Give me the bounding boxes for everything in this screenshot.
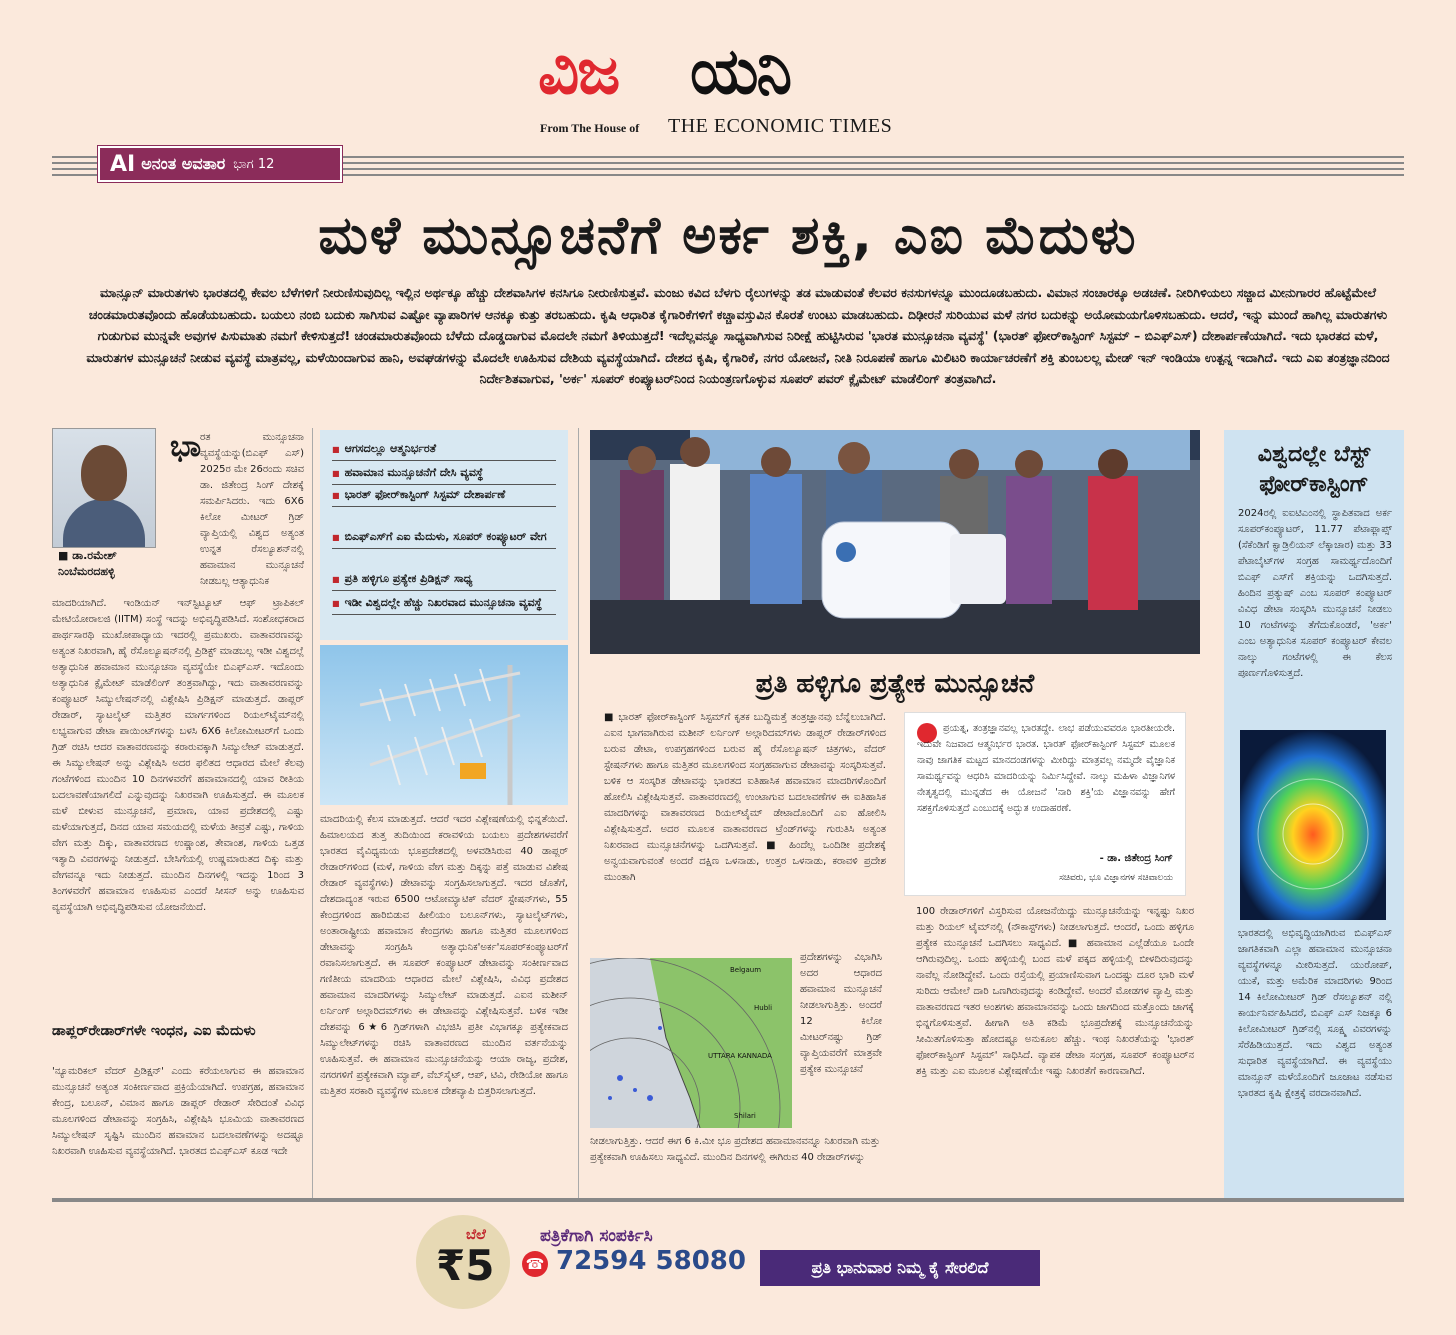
section-title: ಪ್ರತಿ ಹಳ್ಳಿಗೂ ಪ್ರತ್ಯೇಕ ಮುನ್ಸೂಚನೆ	[755, 669, 1035, 699]
col1-top-text: ರತ ಮುನ್ಸೂಚನಾ ವ್ಯವಸ್ಥೆಯನ್ನು(ಬಿಎಫ್ ಎಸ್) 2025ರ ಮೇ 26ರಂದು ಸಚಿವ ಡಾ. ಜಿತೇಂದ್ರ ಸಿಂಗ್ ದೇಶಕ್ಕೆ ಸಮರ್ಪಿಸಿದರು. ಇದು 6X6 ಕಿಲೋ ಮೀಟರ್ ಗ್ರಿಡ್ ವ್ಯಾಪ್ತಿಯಲ್ಲಿ ವಿಶ್ವದ ಅತ್ಯಂತ ಉನ್ನತ ರೆಸಲ್ಯೂಶನ್‌ನಲ್ಲಿ ಹವಾಮಾನ ಮುನ್ಸೂಚನೆ ನೀಡಬಲ್ಲ ಆತ್ಯಾಧುನಿಕ	[200, 432, 304, 587]
author-head-shape	[81, 445, 127, 501]
weekly-banner: ಪ್ರತಿ ಭಾನುವಾರ ನಿಮ್ಮ ಕೈ ಸೇರಲಿದೆ	[760, 1250, 1040, 1286]
highlight-item: ■ ಭಾರತ್ ಫೋರ್‌ಕಾಸ್ಟಿಂಗ್ ಸಿಸ್ಟಮ್ ದೇಶಾರ್ಪಣೆ	[332, 486, 556, 507]
intro-paragraph: ಮಾನ್ಸೂನ್ ಮಾರುತಗಳು ಭಾರತದಲ್ಲಿ ಕೇವಲ ಬೆಳೆಗಳಿಗೆ ನೀರುಣಿಸುವುದಿಲ್ಲ ಇಲ್ಲಿನ ಅರ್ಥಕ್ಕೂ ಹೆಚ್ಚು ದೇಶವಾಸಿಗಳ ಕನಸಿಗೂ ನೀರುಣಿಸುತ್ತವೆ. ಮಂಜು ಕವಿದ ಬೆಳಗು ರೈಲುಗಳನ್ನು ತಡ ಮಾಡುವಂತೆ ಕೆಲವರ ಕನಸುಗಳನ್ನೂ ಮುಂದೂಡಬಹುದು. ವಿಮಾನ ಸಂಚಾರಕ್ಕೂ ಅಡಚಣೆ. ನೀರಿಗಿಳಿಯಲು ಸಜ್ಜಾದ ಮೀನುಗಾರರ ಹೊಟ್ಟೆಮೇಲೆ ಚಂಡಮಾರುತವೊಂದು ಹೊಡೆಯಬಹುದು. ಬಯಲು ನಂಬಿ ಬದುಕು ಸಾಗಿಸುವ ಎಷ್ಟೋ ವ್ಯಾಪಾರಿಗಳ ಆನಕ್ಕೂ ಕುತ್ತು ತರಬಹುದು. ಕೃಷಿ ಆಧಾರಿತ ಕೈಗಾರಿಕೆಗಳಿಗೆ ಕಚ್ಚಾವಸ್ತುವಿನ ಕೊರತೆ ಉಂಟು ಮಾಡಬಹುದು. ದಿಢೀರನೆ ಸುರಿಯುವ ಮಳೆ ನಗರ ಬದುಕನ್ನು ಅಯೋಮಯಗೊಳಿಸಬಹುದು. ಆದರೆ, ಇನ್ನು ಮುಂದೆ ಹಾಗಿಲ್ಲ ಮಾರುತಗಳು ಗುಡುಗುವ ಮುನ್ನವೇ ಅವುಗಳ ಪಿಸುಮಾತು ನಮಗೆ ಕೇಳಿಸುತ್ತದೆ! ಚಂಡಮಾರುತವೊಂದು ಬೆಳೆದು ದೊಡ್ಡದಾಗುವ ಮೊದಲೇ ನಮಗೆ ತಿಳಿಯುತ್ತದೆ! ಇದೆಲ್ಲವನ್ನೂ ಸಾಧ್ಯವಾಗಿಸುವ ನಿರೀಕ್ಷೆ ಹುಟ್ಟಿಸಿರುವ 'ಭಾರತ ಮುನ್ಸೂಚನಾ ವ್ಯವಸ್ಥೆ' (ಭಾರತ್ ಫೋರ್‌ಕಾಸ್ಟಿಂಗ್ ಸಿಸ್ಟಮ್ – ಬಿಎಫ್‌ಎಸ್) ದೇಶಾರ್ಪಣೆಯಾಗಿದೆ. ಇದು ಭಾರತದ ಮಳೆ, ಮಾರುತಗಳ ಮುನ್ಸೂಚನೆ ನೀಡುವ ವ್ಯವಸ್ಥೆ ಮಾತ್ರವಲ್ಲ, ಮಳೆಯಿಂದಾಗುವ ಹಾನಿ, ಅವಘಡಗಳನ್ನು ಮೊದಲೇ ಊಹಿಸುವ ದೇಶಿಯ ವ್ಯವಸ್ಥೆಯಾಗಿದೆ. ದೇಶದ ಕೃಷಿ, ಕೈಗಾರಿಕೆ, ನಗರ ಯೋಜನೆ, ನೀತಿ ನಿರೂಪಣೆ ಹಾಗೂ ಮಿಲಿಟರಿ ಕಾರ್ಯಾಚರಣೆಗೆ ಶಕ್ತಿ ತುಂಬಲಲ್ಲ ಮೇಡ್ ಇನ್ ಇಂಡಿಯಾ ಉತ್ಪನ್ನ ಇದಾಗಿದೆ. ಇದು ಎಐ ತಂತ್ರಜ್ಞಾನದಿಂದ ನಿರ್ದೇಶಿತವಾಗುವ, 'ಅರ್ಕ' ಸೂಪರ್ ಕಂಪ್ಯೂಟರ್‌ನಿಂದ ನಿಯಂತ್ರಣಗೊಳ್ಳುವ ಸೂಪರ್ ಪವರ್ ಕ್ಲೈಮೇಟ್ ಮಾಡೆಲಿಂಗ್ ತಂತ್ರವಾಗಿದೆ.	[86, 285, 1390, 386]
author-photo	[52, 428, 156, 548]
footer-rule	[52, 1198, 1404, 1202]
sidebar-title: ವಿಶ್ವದಲ್ಲೇ ಬೆಸ್ಟ್ ಫೋರ್‌ಕಾಸ್ಟಿಂಗ್	[1257, 442, 1371, 497]
column-divider	[578, 428, 579, 1200]
radar-map	[590, 958, 792, 1128]
antenna-photo	[320, 645, 568, 805]
highlights-box	[320, 430, 568, 640]
contact-label: ಪತ್ರಿಕೆಗಾಗಿ ಸಂಪರ್ಕಿಸಿ	[540, 1226, 653, 1246]
col1-bottom-text: 'ನ್ಯೂಮರಿಕಲ್ ವೆದರ್ ಪ್ರಿಡಿಕ್ಷನ್' ಎಂದು ಕರೆಯಲಾಗುವ ಈ ಹವಾಮಾನ ಮುನ್ಸೂಚನೆ ಅತ್ಯಂತ ಸಂಕೀರ್ಣವಾದ ಪ್ರಕ್ರಿಯೆಯಾಗಿದೆ. ಉಪಗ್ರಹ, ಹವಾಮಾನ ಕೇಂದ್ರ, ಬಲೂನ್, ವಿಮಾನ ಹಾಗೂ ಡಾಪ್ಲರ್ ರೇಡಾರ್ ಸೇರಿದಂತೆ ವಿವಿಧ ಮೂಲಗಳಿಂದ ಡೇಟಾವನ್ನು ಸಂಗ್ರಹಿಸಿ, ವಿಶ್ಲೇಷಿಸಿ ಭೂಮಿಯ ವಾತಾವರಣದ ಸಿಮ್ಯುಲೇಷನ್ ಸೃಷ್ಟಿಸಿ ಮುಂದಿನ ಹವಾಮಾನ ಬದಲಾವಣೆಗಳನ್ನು ಅದಷ್ಟೂ ನಿಖರವಾಗಿ ಊಹಿಸುವ ವ್ಯವಸ್ಥೆಯಾಗಿದೆ. ಭಾರತದ ಬಿಎಫ್‌ಎಸ್ ಕೂಡ ಇದೇ	[52, 1066, 304, 1157]
map-label-shilari: Shilari	[734, 1112, 756, 1120]
sidebar-best-forecasting	[1224, 430, 1404, 1200]
event-illustration	[590, 430, 1200, 654]
minister-quote-box	[904, 712, 1186, 896]
from-house-text: From The House of	[540, 121, 640, 135]
column-divider	[312, 428, 313, 1200]
highlight-item: ■ ಬಿಎಫ್‌ಎಸ್‌ಗೆ ಎಐ ಮೆದುಳು, ಸೂಪರ್ ಕಂಪ್ಯೂಟರ್ ವೇಗ	[332, 528, 556, 549]
col1-subheading: ಡಾಪ್ಲರ್‌ರೇಡಾರ್‌ಗಳೇ ಇಂಧನ, ಎಐ ಮೆದುಳು	[52, 1023, 256, 1039]
map-side-text: ಪ್ರದೇಶಗಳನ್ನು ವಿಭಾಗಿಸಿ ಅದರ ಆಧಾರದ ಹವಾಮಾನ ಮುನ್ಸೂಚನೆ ನೀಡಲಾಗುತ್ತಿತ್ತು. ಅಂದರೆ 12 ಕಿಲೋ ಮೀಟರ್‌ನಷ್ಟು ಗ್ರಿಡ್ ವ್ಯಾಪ್ತಿಯವರೆಗೆ ಮಾತ್ರವೇ ಪ್ರತ್ಯೇಕ ಮುನ್ಸೂಚನೆ	[800, 952, 882, 1075]
series-ai-label: AI	[110, 151, 136, 177]
map-label-uttara-kannada: UTTARA KANNADA	[708, 1052, 772, 1060]
quote-designation: ಸಚಿವರು, ಭೂ ವಿಜ್ಞಾನಗಳ ಸಚಿವಾಲಯ	[1059, 873, 1173, 883]
launch-event-photo	[590, 430, 1200, 654]
series-tag	[98, 146, 342, 182]
map-bottom-text: ನೀಡಲಾಗುತ್ತಿತ್ತು. ಆದರೆ ಈಗ 6 ಕಿ.ಮೀ ಭೂ ಪ್ರದೇಶದ ಹವಾಮಾನವನ್ನೂ ನಿಖರವಾಗಿ ಮತ್ತು ಪ್ರತ್ಯೇಕವಾಗಿ ಊಹಿಸಲು ಸಾಧ್ಯವಿದೆ. ಮುಂದಿನ ದಿನಗಳಲ್ಲಿ ಈಗಿರುವ 40 ರೇಡಾರ್‌ಗಳನ್ನು	[590, 1136, 880, 1163]
logo-black-part: ಯನಿ	[690, 35, 791, 109]
price-value: ₹5	[436, 1241, 495, 1290]
highlight-item: ■ ಪ್ರತಿ ಹಳ್ಳಿಗೂ ಪ್ರತ್ಯೇಕ ಪ್ರಿಡಿಕ್ಷನ್ ಸಾಧ್ಯ	[332, 570, 556, 591]
cyclone-image	[1240, 730, 1386, 920]
series-name: ಅನಂತ ಅವತಾರ	[141, 154, 226, 173]
quote-text: ಪ್ರಯತ್ನ, ತಂತ್ರಜ್ಞಾನವಲ್ಲ ಭಾರತದ್ದೇ. ಲಾಭ ಪಡೆಯುವವರೂ ಭಾರತೀಯರೇ. ಇದುವೇ ನಿಜವಾದ ಆತ್ಮನಿರ್ಭರ ಭಾರತ. ಭಾರತ್ ಫೋರ್‌ಕಾಸ್ಟಿಂಗ್ ಸಿಸ್ಟಮ್ ಮೂಲಕ ನಾವು ಜಾಗತಿಕ ಮಟ್ಟದ ಮಾನದಂಡಗಳನ್ನು ಮೀರಿದ್ದು ಮಾತ್ರವಲ್ಲ ನಮ್ಮದೇ ವೈಜ್ಞಾನಿಕ ಸಾಮರ್ಥ್ಯವನ್ನು ಆಧರಿಸಿ ಮಾದರಿಯನ್ನು ನಿರ್ಮಿಸಿದ್ದೇವೆ. ನಾಲ್ಕು ಮಹಿಳಾ ವಿಜ್ಞಾನಿಗಳ ನೇತೃತ್ವದಲ್ಲಿ ಮುನ್ನಡೆದ ಈ ಯೋಜನೆ 'ನಾರಿ ಶಕ್ತಿ'ಯ ವಿಜ್ಞಾನವನ್ನು ಹೇಗೆ ಸಶಕ್ತಗೊಳಿಸುತ್ತದೆ ಎಂಬುದಕ್ಕೆ ಅದ್ಭುತ ಉದಾಹರಣೆ.	[917, 723, 1175, 814]
headline: ಮಳೆ ಮುನ್ಸೂಚನೆಗೆ ಅರ್ಕ ಶಕ್ತಿ, ಎಐ ಮೆದುಳು	[318, 206, 1138, 266]
phone-icon: ☎	[522, 1251, 548, 1277]
col1-main-text: ಮಾದರಿಯಾಗಿದೆ. ಇಂಡಿಯನ್ ಇನ್‌ಸ್ಟಿಟ್ಯೂಟ್ ಆಫ್ ಟ್ರಾಪಿಕಲ್ ಮೇಟಿಯೋರಾಲಜಿ (IITM) ಸಂಸ್ಥೆ ಇದನ್ನು ಅಭಿವೃದ್ಧಿಪಡಿಸಿದೆ. ಸಂಶೋಧಕರಾದ ಪಾರ್ಥಸಾರಥಿ ಮುಖೋಪಾಧ್ಯಾಯ ಇದರಲ್ಲಿ ಪ್ರಮುಖರು. ವಾತಾವರಣವನ್ನು ಅತ್ಯಂತ ನಿಖರವಾಗಿ, ಹೈ ರೆಸೊಲ್ಯೂಷನ್‌ನಲ್ಲಿ ಪ್ರಿಡಿಕ್ಟ್ ಮಾಡಬಲ್ಲ ಇಡೀ ವಿಶ್ವದಲ್ಲೆ ಅತ್ಯಾಧುನಿಕ ಹವಾಮಾನ ಮುನ್ಸೂಚನಾ ವ್ಯವಸ್ಥೆಯೇ ಬಿಎಫ್‌ಎಸ್. ಇದೊಂದು ಅತ್ಯಾಧುನಿಕ ಕ್ಲೈಮೇಟ್ ಮಾಡೆಲಿಂಗ್ ತಂತ್ರವಾಗಿದ್ದು, ಇದು ವಾತಾವರಣವನ್ನು ಕಂಪ್ಯೂಟರ್ ಸಿಮ್ಯುಲೇಷನ್‌ನಲ್ಲಿ ವಿಶ್ಲೇಷಿಸಿ ಪ್ರಿಡಿಕ್ಷನ್ ಮಾಡುತ್ತದೆ. ಡಾಪ್ಲರ್ ರೇಡಾರ್, ಸ್ಯಾಟಲೈಟ್ ಮತ್ತಿತರ ಮಾರ್ಗಗಳಿಂದ ರಿಯಲ್‌ಟೈಮ್‌ನಲ್ಲಿ ಲಭ್ಯವಾಗುವ ಡೇಟಾ ಪಾಯಿಂಟ್‌ಗಳನ್ನು ಬಳಸಿ 6X6 ಕಿಲೋಮೀಟರ್‌ಗೆ ಒಂದು ಗ್ರಿಡ್ ರಚಿಸಿ ಆದರ ವಾತಾವರಣವನ್ನು ಕರಾರುವಕ್ಕಾಗಿ ಸಿಮ್ಯುಲೇಟ್ ಮಾಡುತ್ತದೆ. ಈ ಸಿಮ್ಯುಲೇಷನ್ ಅನ್ನು ವಿಶ್ಲೇಷಿಸಿ ಅದರ ಫಲಿತದ ಆಧಾರದ ಮೇಲೆ ಕೆಲವು ಗಂಟೆಗಳಿಂದ ಮುಂದಿನ 10 ದಿನಗಳವರೆಗೆ ಹವಾಮಾನದಲ್ಲಿ ಯಾವ ರೀತಿಯ ಬದಲಾವಣೆಯಾಗಲಿದೆ ಎನ್ನುವುದನ್ನು ನಿಖರವಾಗಿ ಊಹಿಸುತ್ತದೆ. ಈ ಮೂಲಕ ಮಳೆ ಬೀಳುವ ಮುನ್ಸೂಚನೆ, ಪ್ರಮಾಣ, ಯಾವ ಪ್ರದೇಶದಲ್ಲಿ ಎಷ್ಟು ಮಳೆಯಾಗುತ್ತದೆ, ದಿನದ ಯಾವ ಸಮಯದಲ್ಲಿ ಮಳೆಯ ತೀವ್ರತೆ ಎಷ್ಟು, ಗಾಳಿಯ ವೇಗ ಮತ್ತು ದಿಕ್ಕು, ವಾತಾವರಣದ ಉಷ್ಣಾಂಶ, ತೇವಾಂಶ, ಗಾಳಿಯ ಒತ್ತಡ ಇತ್ಯಾದಿ ವಿವರಗಳನ್ನು ನೀಡುತ್ತದೆ. ಬೇಸಿಗೆಯಲ್ಲಿ ಉಷ್ಣಮಾರುತದ ದಿಕ್ಕು ಮತ್ತು ವೇಗವನ್ನೂ ಇದು ನೀಡುತ್ತದೆ. ಮುಂದಿನ ದಿನಗಳಲ್ಲಿ ಇದನ್ನು 1ರಿಂದ 3 ತಿಂಗಳವರೆಗೆ ಹವಾಮಾನ ಊಹಿಸುವ ಎಂದರೆ ಸೀಸನ್ ಅನ್ನು ಊಹಿಸುವ ವ್ಯವಸ್ಥೆಯಾಗಿ ಅಭಿವೃದ್ಧಿಪಡಿಸುವ ಯೋಜನೆಯಿದೆ.	[52, 598, 304, 913]
cyclone-illustration	[1240, 730, 1386, 920]
col2-text: ಮಾದರಿಯಲ್ಲಿ ಕೆಲಸ ಮಾಡುತ್ತದೆ. ಆದರೆ ಇದರ ವಿಶ್ಲೇಷಣೆಯಲ್ಲಿ ಭಿನ್ನತೆಯಿದೆ. ಹಿಮಾಲಯದ ತುತ್ತ ತುದಿಯಿಂದ ಕರಾವಳಿಯ ಬಯಲು ಪ್ರದೇಶಗಳವರೆಗೆ ಭಾರತದ ವೈವಿಧ್ಯಮಯ ಭೂಪ್ರದೇಶದಲ್ಲಿ ಅಳವಡಿಸಿರುವ 40 ಡಾಪ್ಲರ್ ರೇಡಾರ್‌ಗಳಿಂದ (ಮಳೆ, ಗಾಳಿಯ ವೇಗ ಮತ್ತು ದಿಕ್ಕನ್ನು ಪತ್ತೆ ಮಾಡುವ ವಿಶೇಷ ರೇಡಾರ್ ವ್ಯವಸ್ಥೆಗಳು) ಡೇಟಾವನ್ನು ಸಂಗ್ರಹಿಸಲಾಗುತ್ತದೆ. ಇದರ ಜೊತೆಗೆ, ದೇಶದಾದ್ಯಂತ ಇರುವ 6500 ಆಟೋಮ್ಯಾಟಿಕ್ ವೆದರ್ ಸ್ಟೇಷನ್‌ಗಳು, 55 ಕೇಂದ್ರಗಳಿಂದ ಹಾರಿಬಿಡುವ ಹೀಲಿಯಂ ಬಲೂನ್‌ಗಳು, ಸ್ಯಾಟಲೈಟ್‌ಗಳು, ಅಂತಾರಾಷ್ಟ್ರೀಯ ಹವಾಮಾನ ಕೇಂದ್ರಗಳು ಹಾಗೂ ಮತ್ತಿತರ ಮೂಲಗಳಿಂದ ಡೇಟಾವನ್ನು ಸಂಗ್ರಹಿಸಿ ಅತ್ಯಾಧುನಿಕ'ಅರ್ಕ'ಸೂಪರ್‌ಕಂಪ್ಯೂಟರ್‌ಗೆ ರವಾನಿಸಲಾಗುತ್ತದೆ. ಈ ಸೂಪರ್ ಕಂಪ್ಯೂಟರ್ ಡೇಟಾವನ್ನು ಸಂಕೀರ್ಣವಾದ ಗಣಿತೀಯ ಮಾದರಿಯ ಆಧಾರದ ಮೇಲೆ ವಿಶ್ಲೇಷಿಸಿ, ವಿವಿಧ ಪ್ರದೇಶದ ಹವಾಮಾನ ಮಾದರಿಗಳನ್ನು ಸಿಮ್ಯುಲೇಟ್ ಮಾಡುತ್ತದೆ. ಎಐನ ಮಶೀನ್ ಲರ್ನಿಂಗ್ ಅಲ್ಗಾರಿದಮ್‌ಗಳು ಈ ಡೇಟಾವನ್ನು ವಿಶ್ಲೇಷಿಸುತ್ತವೆ. ಬಳಿಕ ಇಡೀ ದೇಶವನ್ನು 6★6 ಗ್ರಿಡ್‌ಗಳಾಗಿ ವಿಭಜಿಸಿ ಪ್ರತೀ ವಿಭಾಗಕ್ಕೂ ಪ್ರತ್ಯೇಕವಾದ ಸಿಮ್ಯುಲೇಟ್‌ಗಳನ್ನು ರಚಿಸಿ ವಾತಾವರಣದ ಮುಂದಿನ ವರ್ತನೆಯನ್ನು ಊಹಿಸುತ್ತವೆ. ಈ ಹವಾಮಾನ ಮುನ್ಸೂಚನೆಯನ್ನು ಆಯಾ ರಾಜ್ಯ, ಪ್ರದೇಶ, ನಗರಗಳಿಗೆ ಪ್ರತ್ಯೇಕವಾಗಿ ಮ್ಯಾಪ್, ವೆಬ್‌ಸೈಟ್, ಆಪ್, ಟಿವಿ, ರೇಡಿಯೋ ಹಾಗೂ ಮತ್ತಿತರ ಸರಕಾರಿ ವ್ಯವಸ್ಥೆಗಳ ಮೂಲಕ ದೇಶವ್ಯಾಪಿ ಬಿತ್ತರಿಸಲಾಗುತ್ತದೆ.	[320, 814, 568, 1097]
author-name: ■ ಡಾ.ರಮೇಶ್ ನಿಂಬೆಮರದಹಳ್ಳಿ	[58, 549, 117, 578]
map-label-belgaum: Belgaum	[730, 966, 762, 974]
quote-author: - ಡಾ. ಜಿತೇಂದ್ರ ಸಿಂಗ್	[1099, 853, 1173, 864]
series-part: ಭಾಗ 12	[233, 156, 275, 172]
phone-number: 72594 58080	[556, 1246, 746, 1276]
map-label-hubli: Hubli	[754, 1004, 773, 1012]
radar-map-illustration	[590, 958, 792, 1128]
price-label: ಬೆಲೆ	[466, 1227, 486, 1243]
author-body-shape	[63, 499, 145, 548]
dropcap: ಭಾ	[170, 429, 202, 464]
highlight-item: ■ ಹವಾಮಾನ ಮುನ್ಸೂಚನೆಗೆ ದೇಸಿ ವ್ಯವಸ್ಥೆ	[332, 464, 556, 485]
antenna-illustration	[320, 645, 568, 805]
publisher-name: THE ECONOMIC TIMES	[668, 115, 893, 137]
price-badge	[416, 1215, 510, 1309]
sidebar-text-1: 2024ರಲ್ಲಿ ಐಐಟಿಎಂನಲ್ಲಿ ಸ್ಥಾಪಿತವಾದ ಅರ್ಕ ಸೂಪರ್‌ಕಂಪ್ಯೂಟರ್, 11.77 ಪೆಟಾಫ್ಲಾಪ್ಸ್ (ಸೆಕೆಂಡಿಗೆ ಕ್ವಾಡ್ರಿಲಿಯನ್ ಲೆಕ್ಕಾಚಾರ) ಮತ್ತು 33 ಪೆಟಾಬೈಟ್‌ಗಳ ಸಂಗ್ರಹ ಸಾಮರ್ಥ್ಯದೊಂದಿಗೆ ಬಿಎಫ್ ಎಸ್‌ಗೆ ಶಕ್ತಿಯನ್ನು ಒದಗಿಸುತ್ತದೆ. ಹಿಂದಿನ ಪ್ರತ್ಯುಷ್ ಎಂಬ ಸೂಪರ್ ಕಂಪ್ಯೂಟರ್ ವಿವಿಧ ಡೇಟಾ ಸಂಸ್ಕರಿಸಿ ಮುನ್ಸೂಚನೆ ನೀಡಲು 10 ಗಂಟೆಗಳನ್ನು ತೆಗೆದುಕೊಂಡರೆ, 'ಅರ್ಕ' ಎಂಬ ಅತ್ಯಾಧುನಿಕ ಸೂಪರ್ ಕಂಪ್ಯೂಟರ್ ಕೇವಲ ನಾಲ್ಕು ಗಂಟೆಗಳಲ್ಲಿ ಈ ಕೆಲಸ ಪೂರ್ಣಗೊಳಿಸುತ್ತದೆ.	[1238, 508, 1392, 679]
col4-text: 100 ರೇಡಾರ್‌ಗಳಿಗೆ ವಿಸ್ತರಿಸುವ ಯೋಜನೆಯಿದ್ದು ಮುನ್ಸೂಚನೆಯನ್ನು ಇನ್ನಷ್ಟು ನಿಖರ ಮತ್ತು ರಿಯಲ್ ಟೈಮ್‌ನಲ್ಲಿ (ನೌಕಾಸ್ಟ್‌ಗಳು) ನೀಡಲಾಗುತ್ತದೆ. ಆಂದರೆ, ಒಂದು ಹಳ್ಳಿಗೂ ಪ್ರತ್ಯೇಕ ಮುನ್ಸೂಚನೆ ಒದಗಿಸಲು ಸಾಧ್ಯವಿದೆ. ■ ಹವಾಮಾನ ಎಲ್ಲೆಡೆಯೂ ಒಂದೇ ಆಗಿರುವುದಿಲ್ಲ. ಒಂದು ಹಳ್ಳಿಯಲ್ಲಿ ಬಂದ ಮಳೆ ಪಕ್ಕದ ಹಳ್ಳಿಯಲ್ಲಿ ಬೀಳದಿರುವುದನ್ನು ನಾವೆಲ್ಲ ನೋಡಿದ್ದೇವೆ. ಒಂದು ರಸ್ತೆಯಲ್ಲಿ ಪ್ರಯಾಣಿಸುವಾಗ ಒಂದಷ್ಟು ದೂರ ಭಾರಿ ಮಳೆ ಸುರಿದು ಆಮೇಲೆ ದಾರಿ ಒಣಗಿರುವುದನ್ನು ಕಂಡಿದ್ದೇವೆ. ಅಂದರೆ ಮೋಡಗಳ ವ್ಯಾಪ್ತಿ ಮತ್ತು ವಾತಾವರಣದ ಇತರ ಅಂಶಗಳು ಹವಾಮಾನವನ್ನು ಒಂದು ಜಾಗದಿಂದ ಮತ್ತೊಂದು ಜಾಗಕ್ಕೆ ಭಿನ್ನಗೊಳಿಸುತ್ತವೆ. ಹೀಗಾಗಿ ಅತಿ ಕಡಿಮೆ ಭೂಪ್ರದೇಶಕ್ಕೆ ಮುನ್ಸೂಚನೆಯನ್ನು ಸೀಮಿತಗೊಳಿಸುತ್ತಾ ಹೋದಷ್ಟೂ ಅನುಕೂಲ ಹೆಚ್ಚು. ಇಂಥ ನಿಖರತೆಯನ್ನು 'ಭಾರತ್ ಫೋರ್‌ಕಾಸ್ಟಿಂಗ್ ಸಿಸ್ಟಮ್' ಸಾಧಿಸಿದೆ. ವ್ಯಾಪಕ ಡೇಟಾ ಸಂಗ್ರಹ, ಸೂಪರ್ ಕಂಪ್ಯೂಟರ್‌ನ ಶಕ್ತಿ ಮತ್ತು ಎಐ ಮೂಲಕ ವಿಶ್ಲೇಷಣೆಯೇ ಇಷ್ಟು ನಿಖರತೆಗೆ ಕಾರಣವಾಗಿದೆ.	[916, 906, 1194, 1077]
sidebar-text-2: ಭಾರತದಲ್ಲಿ ಅಭಿವೃದ್ಧಿಯಾಗಿರುವ ಬಿಎಫ್‌ಎಸ್ ಜಾಗತಿಕವಾಗಿ ಎಲ್ಲಾ ಹವಾಮಾನ ಮುನ್ಸೂಚನಾ ವ್ಯವಸ್ಥೆಗಳನ್ನೂ ಮೀರಿಸುತ್ತದೆ. ಯುರೋಪ್, ಯುಕೆ, ಮತ್ತು ಅಮೆರಿಕ ಮಾದರಿಗಳು 9ರಿಂದ 14 ಕಿಲೋಮೀಟರ್ ಗ್ರಿಡ್ ರೆಸಲ್ಯೂಶನ್ ನಲ್ಲಿ ಕಾರ್ಯನಿರ್ವಹಿಸಿದರೆ, ಬಿಎಫ್ ಎಸ್ ನಿಜಕ್ಕೂ 6 ಕಿಲೋಮೀಟರ್ ಗ್ರಿಡ್‌ನಲ್ಲಿ ಸೂಕ್ಷ್ಮ ವಿವರಗಳನ್ನು ಸೆರೆಹಿಡಿಯುತ್ತದೆ. ಇದು ವಿಶ್ವದ ಅತ್ಯಂತ ಸುಧಾರಿತ ವ್ಯವಸ್ಥೆಯಾಗಿದೆ. ಈ ವ್ಯವಸ್ಥೆಯು ಮಾನ್ಸೂನ್ ಮಳೆಯೊಂದಿಗೆ ಜೂಜಾಟ ನಡೆಸುವ ಭಾರತದ ಕೃಷಿ ಕ್ಷೇತ್ರಕ್ಕೆ ವರದಾನವಾಗಿದೆ.	[1238, 928, 1392, 1099]
highlight-item: ■ ಇಡೀ ವಿಶ್ವದಲ್ಲೇ ಹೆಚ್ಚು ನಿಖರವಾದ ಮುನ್ಸೂಚನಾ ವ್ಯವಸ್ಥೆ	[332, 594, 556, 615]
col3-text: ■ ಭಾರತ್ ಫೋರ್‌ಕಾಸ್ಟಿಂಗ್ ಸಿಸ್ಟಮ್‌ಗೆ ಕೃತಕ ಬುದ್ಧಿಮತ್ತೆ ತಂತ್ರಜ್ಞಾನವು ಬೆನ್ನೆಲುಬಾಗಿದೆ. ಎಐನ ಭಾಗವಾಗಿರುವ ಮಶೀನ್ ಲರ್ನಿಂಗ್ ಅಲ್ಗಾರಿದಮ್‌ಗಳು ಡಾಪ್ಲರ್ ರೇಡಾರ್‌ಗಳಿಂದ ಬರುವ ಡೇಟಾ, ಉಪಗ್ರಹಗಳಿಂದ ಬರುವ ಹೈ ರೆಸೊಲ್ಯೂಷನ್ ಚಿತ್ರಗಳು, ವೆದರ್ ಸ್ಟೇಷನ್‌ಗಳು ಹಾಗೂ ಮತ್ತಿತರ ಮೂಲಗಳಿಂದ ಸಂಗ್ರಹವಾಗುವ ಡೇಟಾವನ್ನು ಸಂಸ್ಕರಿಸುತ್ತವೆ. ಬಳಿಕ ಆ ಸಂಸ್ಕರಿತ ಡೇಟಾವನ್ನು ಭಾರತದ ಐತಿಹಾಸಿಕ ಹವಾಮಾನ ಮಾದರಿಗಳೊಂದಿಗೆ ಹೋಲಿಸಿ ವಿಶ್ಲೇಷಿಸುತ್ತವೆ. ವಾತಾವರಣದಲ್ಲಿ ಉಂಟಾಗುವ ಬದಲಾವಣೆಗಳ ಈ ಐತಿಹಾಸಿಕ ಮಾದರಿಗಳನ್ನು ವಾತಾವರಣದ ರಿಯಲ್‌ಟೈಮ್ ಡೇಟಾದೊಂದಿಗೆ ಎಐ ಹೋಲಿಸಿ ವಿಶ್ಲೇಷಿಸುತ್ತದೆ. ಅದರ ಮೂಲಕ ವಾತಾವರಣದ ಟ್ರೆಂಡ್‌ಗಳನ್ನು ಗುರುತಿಸಿ ಅತ್ಯಂತ ನಿಖರವಾದ ಮುನ್ಸೂಚನೆಗಳನ್ನು ಒದಗಿಸುತ್ತವೆ. ■ ಹಿಂದೆಲ್ಲ ಒಂದಿಡೀ ಪ್ರದೇಶಕ್ಕೆ ಅನ್ವಯವಾಗುವಂತೆ ಅಂದರೆ ದಕ್ಷಿಣ ಒಳನಾಡು, ಉತ್ತರ ಒಳನಾಡು, ಕರಾವಳಿ ಪ್ರದೇಶ ಮುಂತಾಗಿ	[604, 712, 886, 883]
highlight-item: ■ ಆಗಸದಲ್ಲೂ ಆತ್ಮನಿರ್ಭರತೆ	[332, 440, 556, 461]
logo-red-part: ವಿಜ	[538, 35, 619, 109]
